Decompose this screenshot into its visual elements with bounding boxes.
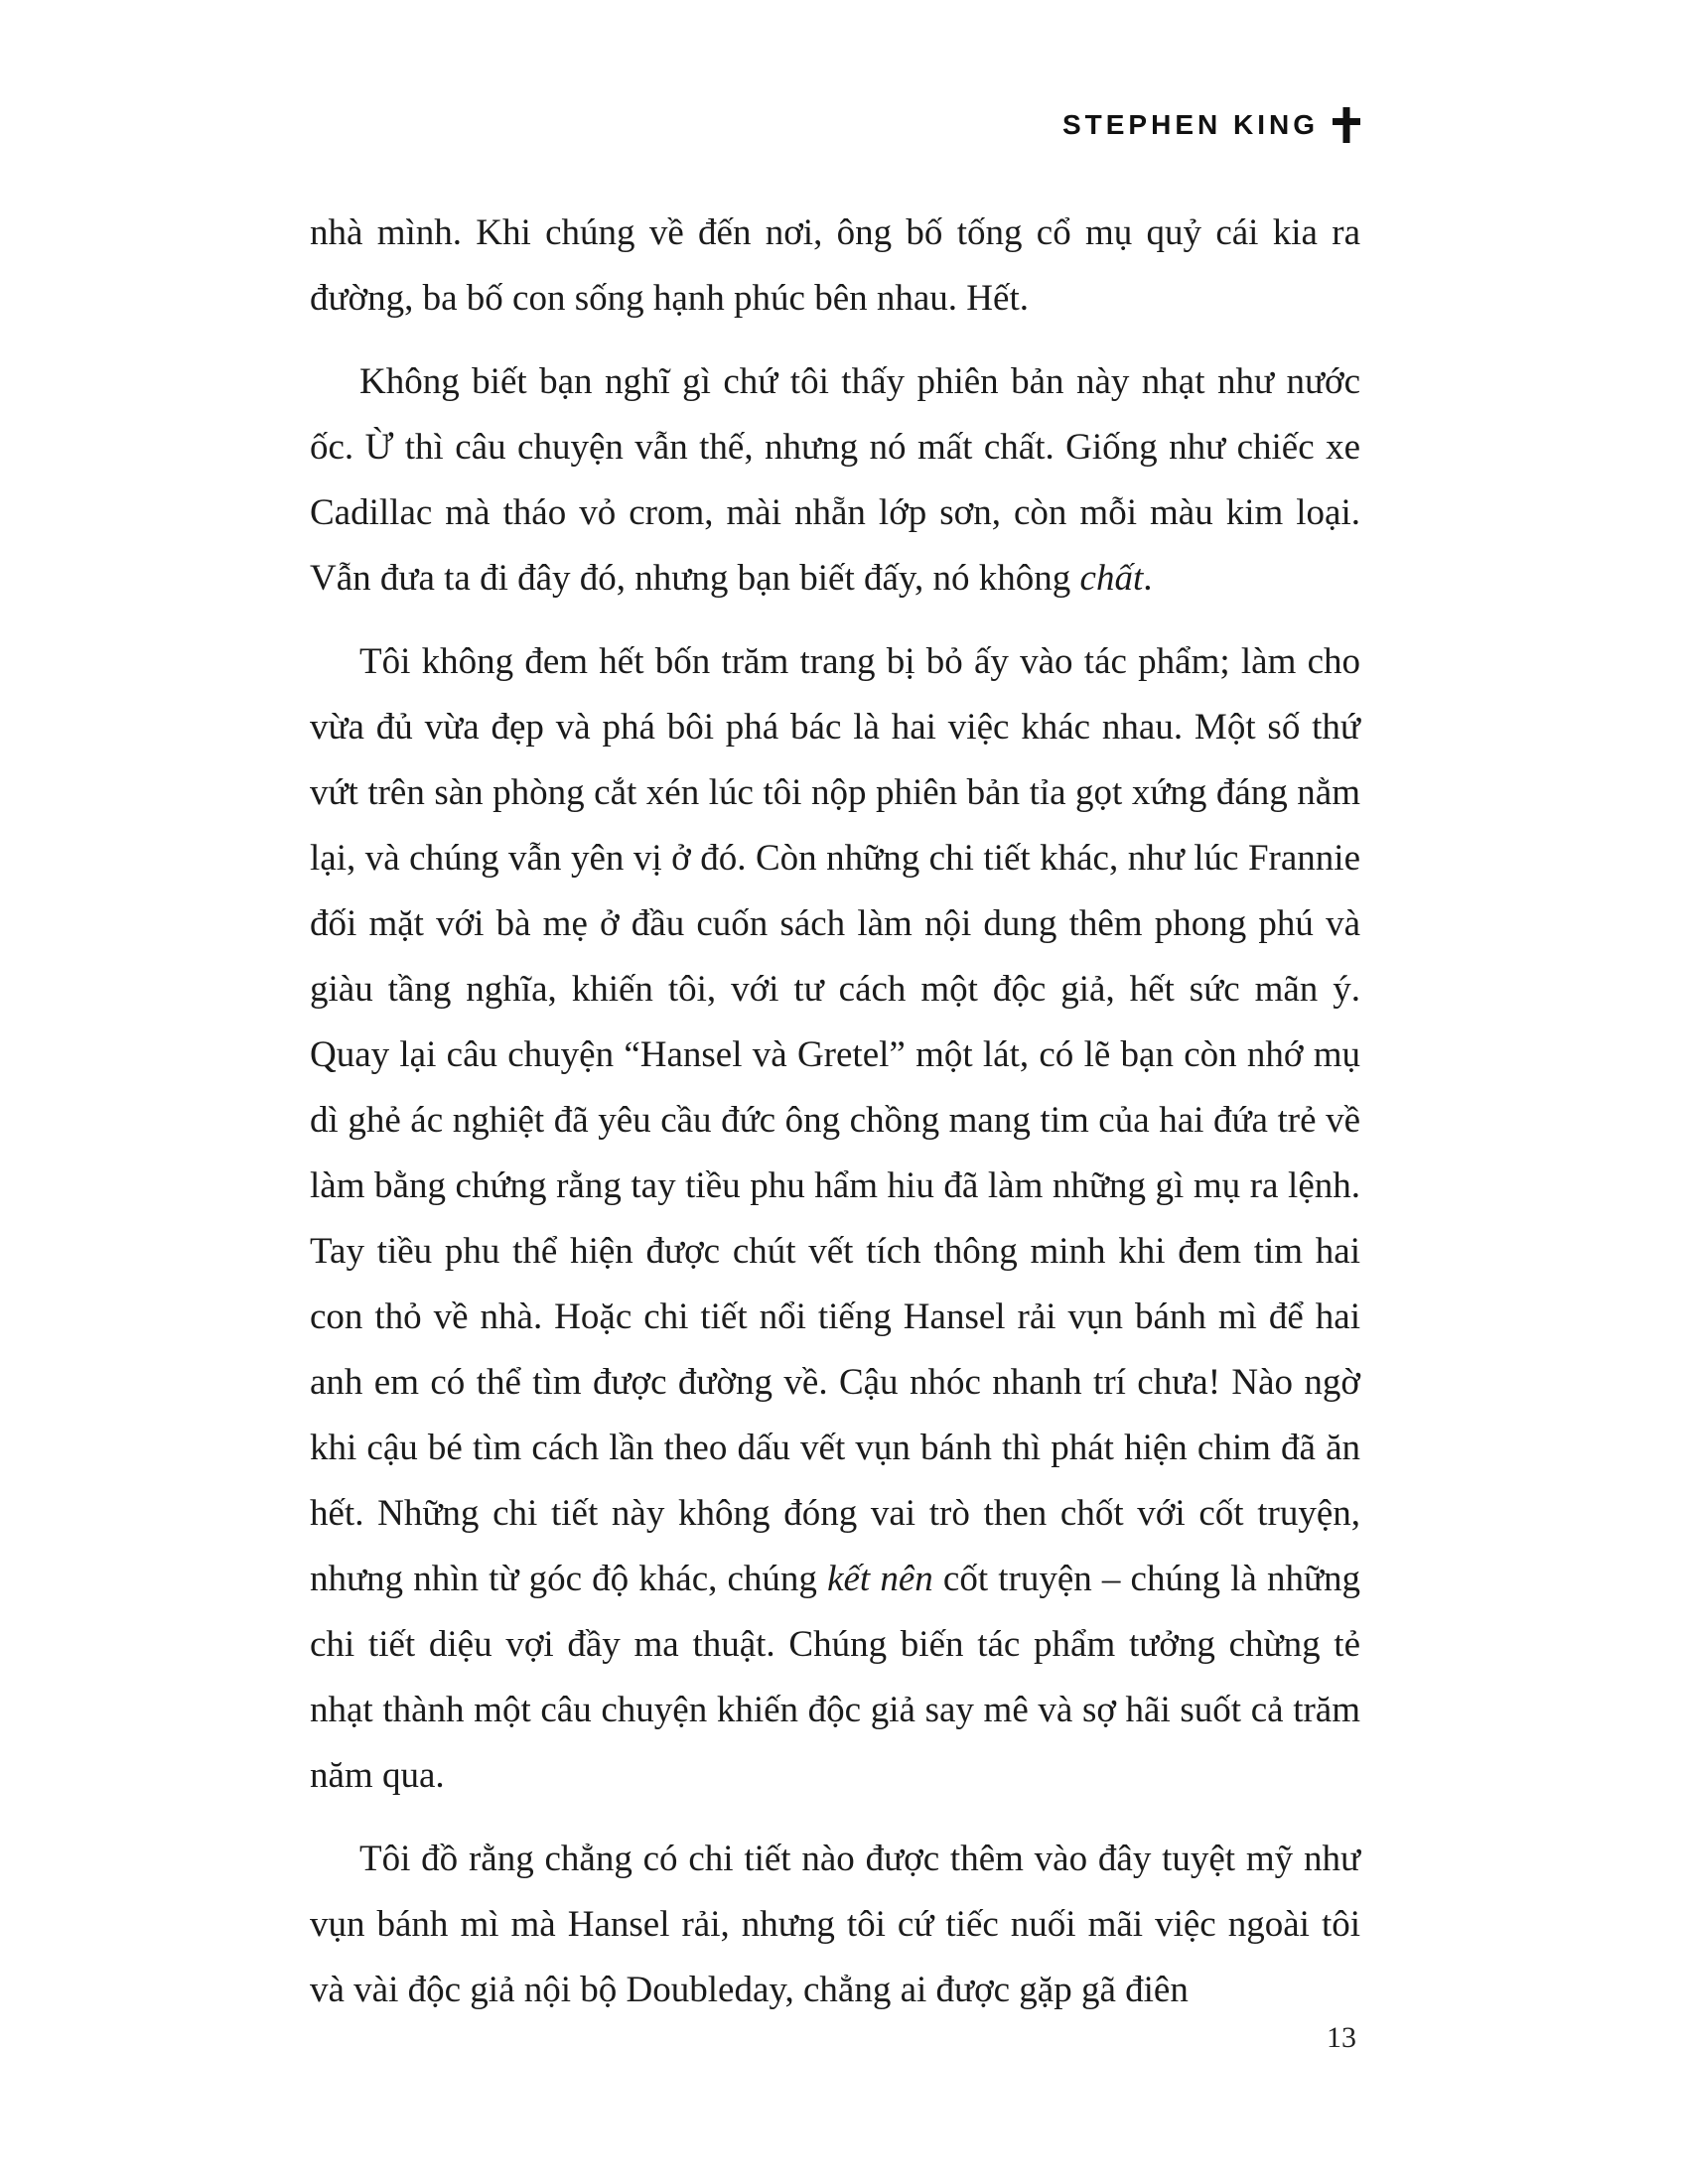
italic-text-run: kết nên [827, 1559, 933, 1599]
paragraph [310, 201, 1360, 332]
text-run: Tôi không đem hết bốn trăm trang bị bỏ ấy vào tác phẩm; làm cho vừa đủ vừa đẹp và phá bôi phá bác là hai việc khác nhau. Một số thứ vứt trên sàn phòng cắt xén lúc tôi nộp phiên bản tỉa gọt xứng đáng nằm lại, và chúng vẫn yên vị ở đó. Còn những chi tiết khác, như lúc Frannie đối mặt với bà mẹ ở đầu cuốn sách làm nội dung thêm phong phú và giàu tầng nghĩa, khiến tôi, với tư cách một độc giả, hết sức mãn ý. Quay lại câu chuyện “Hansel và Gretel” một lát, có lẽ bạn còn nhớ mụ dì ghẻ ác nghiệt đã yêu cầu đức ông chồng mang tim của hai đứa trẻ về làm bằng chứng rằng tay tiều phu hẩm hiu đã làm những gì mụ ra lệnh. Tay tiều phu thể hiện được chút vết tích thông minh khi đem tim hai con thỏ về nhà. Hoặc chi tiết nổi tiếng Hansel rải vụn bánh mì để hai anh em có thể tìm được đường về. Cậu nhóc nhanh trí chưa! Nào ngờ khi cậu bé tìm cách lần theo dấu vết vụn bánh thì phát hiện chim đã ăn hết. Những chi tiết này không đóng vai trò then chốt với cốt truyện, nhưng nhìn từ góc độ khác, chúng [310, 641, 1360, 1599]
cross-icon [1333, 107, 1360, 143]
body-text [310, 201, 1360, 2041]
text-run: . [1143, 558, 1153, 599]
text-run: cốt truyện – chúng là những chi tiết diệu vợi đầy ma thuật. Chúng biến tác phẩm tưởng chừng tẻ nhạt thành một câu chuyện khiến độc giả say mê và sợ hãi suốt cả trăm năm qua. [310, 1559, 1360, 1796]
running-header [1062, 107, 1360, 143]
paragraph [310, 629, 1360, 1809]
paragraph [310, 1827, 1360, 2023]
italic-text-run: chất [1079, 558, 1144, 599]
text-run: Không biết bạn nghĩ gì chứ tôi thấy phiên bản này nhạt như nước ốc. Ừ thì câu chuyện vẫn thế, nhưng nó mất chất. Giống như chiếc xe Cadillac mà tháo vỏ crom, mài nhẵn lớp sơn, còn mỗi màu kim loại. Vẫn đưa ta đi đây đó, nhưng bạn biết đấy, nó không [310, 361, 1360, 599]
text-run: nhà mình. Khi chúng về đến nơi, ông bố tống cổ mụ quỷ cái kia ra đường, ba bố con sống hạnh phúc bên nhau. Hết. [310, 212, 1360, 319]
author-name: STEPHEN KING [1061, 109, 1319, 140]
text-run: Tôi đồ rằng chẳng có chi tiết nào được thêm vào đây tuyệt mỹ như vụn bánh mì mà Hansel rải, nhưng tôi cứ tiếc nuối mãi việc ngoài tôi và vài độc giả nội bộ Doubleday, chẳng ai được gặp gã điên [310, 1839, 1360, 2010]
page-number: 13 [1327, 2021, 1356, 2054]
paragraph [310, 349, 1360, 612]
